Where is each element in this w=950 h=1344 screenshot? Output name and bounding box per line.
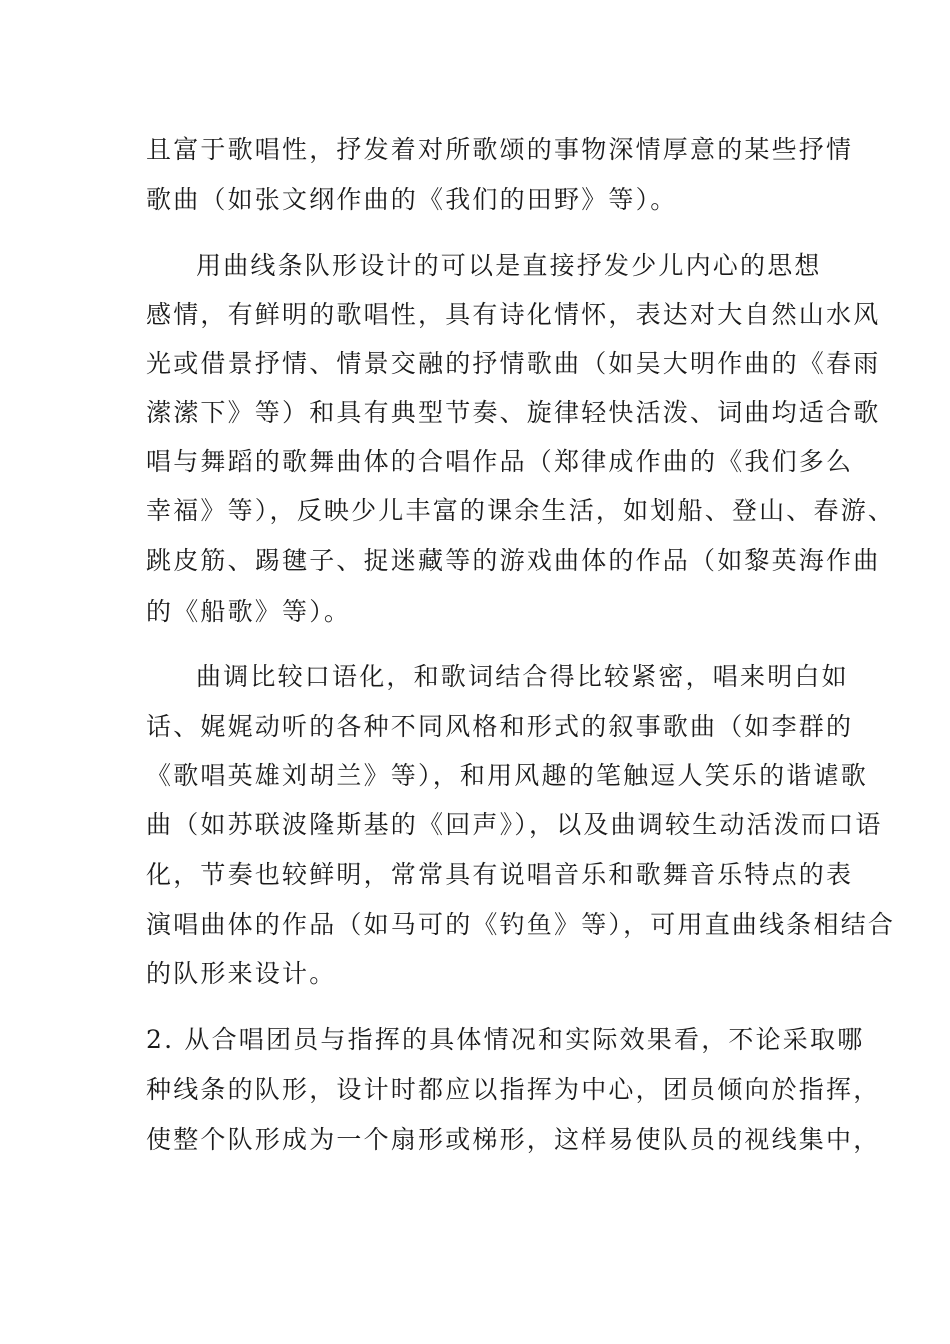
text-line: 潆潆下》等）和具有典型节奏、旋律轻快活泼、词曲均适合歌 <box>146 398 881 427</box>
text-line: 使整个队形成为一个扇形或梯形，这样易使队员的视线集中， <box>146 1125 881 1154</box>
text-line: 跳皮筋、踢毽子、捉迷藏等的游戏曲体的作品（如黎英海作曲 <box>146 546 881 575</box>
text-line: 的队形来设计。 <box>146 959 337 988</box>
text-line: 曲调比较口语化，和歌词结合得比较紧密，唱来明白如 <box>196 662 849 691</box>
text-line: 话、娓娓动听的各种不同风格和形式的叙事歌曲（如李群的 <box>146 712 854 741</box>
text-line: 2. 从合唱团员与指挥的具体情况和实际效果看，不论采取哪 <box>146 1025 865 1054</box>
text-line: 幸福》等），反映少儿丰富的课余生活，如划船、登山、春游、 <box>146 496 896 525</box>
text-line: 演唱曲体的作品（如马可的《钓鱼》等），可用直曲线条相结合 <box>146 910 896 939</box>
text-line: 用曲线条队形设计的可以是直接抒发少儿内心的思想 <box>196 251 822 280</box>
text-line: 的《船歌》等）。 <box>146 597 352 626</box>
text-line: 《歌唱英雄刘胡兰》等），和用风趣的笔触逗人笑乐的谐谑歌 <box>146 761 868 790</box>
text-line: 唱与舞蹈的歌舞曲体的合唱作品（郑律成作曲的《我们多么 <box>146 447 854 476</box>
text-line: 种线条的队形，设计时都应以指挥为中心，团员倾向於指挥， <box>146 1075 881 1104</box>
text-line: 感情，有鲜明的歌唱性，具有诗化情怀，表达对大自然山水风 <box>146 300 881 329</box>
text-line: 曲（如苏联波隆斯基的《回声》），以及曲调较生动活泼而口语 <box>146 810 883 839</box>
text-line: 且富于歌唱性，抒发着对所歌颂的事物深情厚意的某些抒情 <box>146 135 854 164</box>
text-line: 化，节奏也较鲜明，常常具有说唱音乐和歌舞音乐特点的表 <box>146 860 854 889</box>
text-line: 光或借景抒情、情景交融的抒情歌曲（如吴大明作曲的《春雨 <box>146 349 881 378</box>
text-line: 歌曲（如张文纲作曲的《我们的田野》等）。 <box>146 185 678 214</box>
